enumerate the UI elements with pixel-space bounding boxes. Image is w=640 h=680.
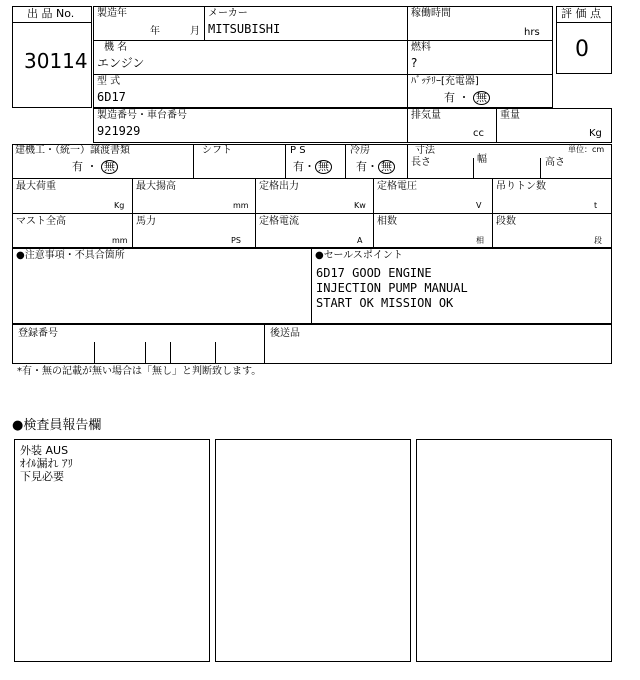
transfer-docs-choice: 有 ・ 無 (72, 160, 118, 174)
inspector-note-line: ｵｲﾙ漏れ ｱﾘ (20, 457, 73, 470)
displacement-unit: cc (473, 128, 484, 139)
sales-point-line: INJECTION PUMP MANUAL (316, 281, 468, 295)
battery-no-circled: 無 (473, 91, 490, 105)
score-value: 0 (575, 37, 589, 62)
footnote: *有・無の記載が無い場合は「無し」と判断致します。 (17, 366, 262, 377)
weight-unit: Kg (589, 128, 602, 139)
inspector-report-title: ●検査員報告欄 (12, 418, 102, 433)
mast-height-unit: mm (112, 236, 128, 245)
year-suffix: 年 (150, 26, 160, 37)
phase-label: 相数 (377, 216, 397, 227)
lot-number-label: 出 品 No. (27, 7, 75, 20)
ps-choice: 有・ 無 (293, 160, 332, 174)
hours-unit: hrs (524, 27, 540, 38)
caution-label: ●注意事項・不具合箇所 (16, 250, 125, 261)
fuel-label: 燃料 (411, 42, 431, 53)
weight-label: 重量 (500, 110, 520, 121)
sales-point-line: START OK MISSION OK (316, 296, 454, 310)
stages-label: 段数 (496, 216, 516, 227)
serial-value: 921929 (97, 124, 141, 138)
rated-current-label: 定格電流 (259, 216, 299, 227)
serial-label: 製造番号・車台番号 (97, 110, 187, 121)
score-label: 評 価 点 (561, 7, 601, 20)
horsepower-label: 馬力 (136, 216, 156, 227)
cooler-label: 冷房 (350, 145, 370, 156)
shipping-later-label: 後送品 (270, 328, 300, 339)
year-label: 製造年 (97, 8, 127, 19)
stages-unit: 段 (594, 236, 602, 245)
rated-voltage-label: 定格電圧 (377, 181, 417, 192)
sales-point-line: 6D17 GOOD ENGINE (316, 266, 432, 280)
model-name: エンジン (97, 56, 145, 70)
registration-number-label: 登録番号 (18, 328, 58, 339)
model-name-label: 機 名 (104, 42, 128, 53)
ps-no-circled: 無 (315, 160, 332, 174)
inspector-panel-middle (215, 439, 411, 662)
inspector-note-line: 外装 AUS (20, 444, 69, 457)
phase-unit: 相 (476, 236, 484, 245)
hoist-ton-label: 吊りトン数 (496, 181, 546, 192)
transfer-docs-label: 建機工・（統一）譲渡書類 (15, 145, 130, 156)
displacement-label: 排気量 (411, 110, 441, 121)
max-load-unit: Kg (114, 201, 125, 210)
transfer-docs-no-circled: 無 (101, 160, 118, 174)
rated-voltage-unit: V (476, 201, 482, 210)
max-load-label: 最大荷重 (16, 181, 56, 192)
inspector-note-line: 下見必要 (20, 470, 64, 483)
horsepower-unit: PS (231, 236, 241, 245)
ps-label: P S (290, 145, 306, 156)
maker-value: MITSUBISHI (208, 22, 281, 36)
dimension-unit-note: 単位：cm (568, 145, 605, 154)
inspector-panel-right (416, 439, 612, 662)
rated-output-unit: Kw (354, 201, 366, 210)
month-suffix: 月 (190, 26, 200, 37)
type-value: 6D17 (97, 90, 126, 104)
mast-height-label: マスト全高 (16, 216, 66, 227)
lot-number: 30114 (24, 49, 88, 73)
cooler-no-circled: 無 (378, 160, 395, 174)
rated-output-label: 定格出力 (259, 181, 299, 192)
maker-label: メーカー (208, 8, 248, 19)
type-label: 型 式 (97, 76, 121, 87)
shift-label: シフト (202, 145, 232, 156)
sales-point-label: ●セールスポイント (315, 250, 403, 261)
rated-current-unit: A (357, 236, 363, 245)
width-label: 幅 (477, 154, 487, 165)
max-lift-unit: mm (233, 201, 249, 210)
battery-label: ﾊﾞｯﾃﾘｰ[充電器] (411, 76, 479, 87)
battery-choice: 有 ・ 無 (444, 91, 490, 105)
length-label: 長さ (411, 157, 431, 168)
hoist-ton-unit: t (594, 201, 598, 210)
dimensions-label: 寸法 (415, 145, 435, 156)
fuel-value: ? (411, 56, 418, 70)
max-lift-label: 最大揚高 (136, 181, 176, 192)
registration-box (12, 324, 612, 364)
hours-label: 稼働時間 (411, 8, 451, 19)
cooler-choice: 有・ 無 (356, 160, 395, 174)
height-label: 高さ (545, 157, 565, 168)
